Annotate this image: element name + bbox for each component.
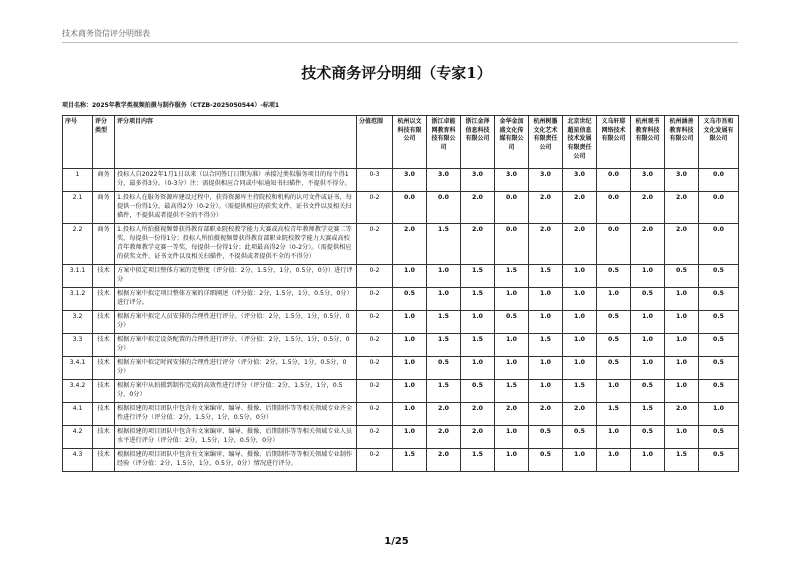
- cell-seq: 3.4.1: [63, 356, 93, 379]
- cell-score: 0.5: [699, 287, 739, 310]
- cell-score: 1.0: [665, 379, 699, 402]
- cell-type: 商务: [93, 191, 115, 223]
- cell-score: 2.0: [665, 223, 699, 264]
- cell-seq: 2.1: [63, 191, 93, 223]
- cell-score: 0.0: [699, 223, 739, 264]
- cell-score: 1.5: [665, 448, 699, 471]
- cell-score: 1.0: [665, 287, 699, 310]
- cell-score: 1.0: [665, 310, 699, 333]
- cell-score: 3.0: [563, 169, 597, 192]
- cell-score: 1.0: [495, 448, 529, 471]
- col-header-seq: 序号: [63, 116, 93, 169]
- col-header-type: 评分类型: [93, 116, 115, 169]
- col-header-company: 杭州涵善教育科技有限公司: [665, 116, 699, 169]
- cell-range: 0-2: [357, 191, 393, 223]
- cell-score: 0.5: [461, 379, 495, 402]
- cell-score: 2.0: [427, 402, 461, 425]
- col-header-content: 评分项目内容: [115, 116, 357, 169]
- cell-type: 技术: [93, 356, 115, 379]
- cell-type: 技术: [93, 448, 115, 471]
- cell-score: 1.0: [461, 310, 495, 333]
- cell-score: 2.0: [529, 191, 563, 223]
- cell-range: 0-3: [357, 169, 393, 192]
- cell-seq: 3.1.1: [63, 264, 93, 287]
- cell-type: 技术: [93, 287, 115, 310]
- cell-content: 根据方案中从拍摄到制作完成的高效性进行评分（评分值：2分，1.5分，1分，0.5分，0分）: [115, 379, 357, 402]
- cell-score: 1.5: [427, 310, 461, 333]
- cell-score: 1.0: [495, 356, 529, 379]
- cell-score: 0.5: [699, 379, 739, 402]
- cell-score: 1.0: [427, 287, 461, 310]
- cell-score: 0.5: [597, 333, 631, 356]
- cell-score: 1.0: [665, 425, 699, 448]
- cell-score: 1.0: [393, 379, 427, 402]
- cell-score: 0.5: [597, 356, 631, 379]
- cell-seq: 4.2: [63, 425, 93, 448]
- cell-content: 投标人自2022年1月1日以来（以合同签订日期为准）承接过类似服务项目的每个得1分，最多得3分。（0-3分）注：需提供相应合同或中标通知书扫描件，不提供不得分。: [115, 169, 357, 192]
- cell-range: 0-2: [357, 379, 393, 402]
- cell-score: 2.0: [427, 425, 461, 448]
- cell-score: 1.5: [427, 379, 461, 402]
- cell-score: 1.5: [563, 379, 597, 402]
- cell-content: 1.投标人在服务资源库建设过程中，获得资源库主持院校和机构的认可文件或证书，每提供一份得1分，最高得2分（0-2分）。（需提供相应的获奖文件、证书文件以及相关扫描件，不提供或者提供不全的不得分）: [115, 191, 357, 223]
- cell-score: 2.0: [461, 223, 495, 264]
- cell-score: 1.5: [427, 223, 461, 264]
- cell-score: 2.0: [563, 223, 597, 264]
- cell-score: 1.0: [631, 448, 665, 471]
- cell-score: 1.0: [393, 402, 427, 425]
- cell-content: 1.投标人所拍摄视频曾获得教育部职业院校教学能力大赛或高校青年教师教学竞赛二等奖，每提供一份得1分；投标人所拍摄视频曾获得教育部职业院校教学能力大赛或高校青年教师教学竞赛一等奖，每提供一份得1分；此项最高得2分（0-2分）。（需提供相应的获奖文件、证书文件以及相关扫描件，不提供或者提供不全的不得分）: [115, 223, 357, 264]
- cell-score: 1.0: [393, 310, 427, 333]
- cell-score: 0.5: [665, 264, 699, 287]
- cell-range: 0-2: [357, 448, 393, 471]
- cell-score: 1.0: [631, 333, 665, 356]
- cell-score: 1.0: [699, 402, 739, 425]
- score-table: [62, 115, 739, 472]
- cell-score: 0.5: [495, 310, 529, 333]
- cell-seq: 3.2: [63, 310, 93, 333]
- cell-score: 0.5: [529, 448, 563, 471]
- cell-score: 3.0: [529, 169, 563, 192]
- table-row: [63, 356, 739, 379]
- cell-score: 1.0: [597, 448, 631, 471]
- cell-content: 根据拟建的项目团队中包含有文案编审、编导、摄像、后期制作等等相关领域专业制作经验（评分值：2分，1.5分，1分，0.5分，0分）情况进行评分。: [115, 448, 357, 471]
- table-row: [63, 287, 739, 310]
- cell-score: 2.0: [393, 223, 427, 264]
- cell-score: 1.5: [461, 264, 495, 287]
- cell-score: 1.0: [393, 425, 427, 448]
- cell-score: 2.0: [461, 402, 495, 425]
- cell-content: 根据方案中拟定时间安排的合理性进行评分（评分值：2分，1.5分，1分，0.5分，0分）: [115, 356, 357, 379]
- cell-content: 根据拟建的项目团队中包含有文案编审、编导、摄像、后期制作等等相关领域专业人员水平进行评分（评分值：2分，1.5分，1分，0.5分，0分）: [115, 425, 357, 448]
- cell-score: 0.5: [427, 356, 461, 379]
- cell-score: 3.0: [631, 169, 665, 192]
- cell-type: 商务: [93, 169, 115, 192]
- cell-score: 0.5: [631, 379, 665, 402]
- cell-score: 1.0: [529, 287, 563, 310]
- cell-score: 0.5: [597, 264, 631, 287]
- cell-seq: 3.1.2: [63, 287, 93, 310]
- cell-score: 0.5: [699, 333, 739, 356]
- cell-type: 商务: [93, 223, 115, 264]
- table-row: [63, 402, 739, 425]
- cell-range: 0-2: [357, 287, 393, 310]
- cell-score: 0.5: [529, 425, 563, 448]
- cell-score: 1.0: [563, 333, 597, 356]
- cell-score: 1.0: [597, 379, 631, 402]
- page-title: 技术商务评分明细（专家1）: [301, 64, 492, 82]
- cell-range: 0-2: [357, 264, 393, 287]
- cell-score: 0.0: [597, 169, 631, 192]
- table-row: [63, 223, 739, 264]
- cell-seq: 3.4.2: [63, 379, 93, 402]
- cell-score: 1.0: [631, 264, 665, 287]
- table-row: [63, 310, 739, 333]
- cell-content: 根据拟建的项目团队中包含有文案编审、编导、摄像、后期制作等等相关领域专业齐全性进行评分（评分值：2分，1.5分，1分，0.5分，0分）: [115, 402, 357, 425]
- cell-seq: 2.2: [63, 223, 93, 264]
- cell-score: 1.0: [529, 356, 563, 379]
- cell-score: 0.0: [495, 191, 529, 223]
- table-body: [63, 169, 739, 472]
- cell-score: 1.0: [597, 425, 631, 448]
- page-indicator: 1/25: [384, 536, 409, 547]
- cell-score: 2.0: [427, 448, 461, 471]
- cell-type: 技术: [93, 310, 115, 333]
- cell-score: 1.5: [461, 333, 495, 356]
- cell-content: 根据方案中拟定人员安排的合理性进行评分。（评分值：2分，1.5分，1分，0.5分，0分）: [115, 310, 357, 333]
- cell-score: 1.0: [427, 264, 461, 287]
- cell-score: 1.5: [495, 264, 529, 287]
- cell-score: 1.0: [563, 356, 597, 379]
- cell-score: 1.0: [393, 333, 427, 356]
- cell-score: 1.5: [461, 448, 495, 471]
- col-header-company: 浙江卓能网教育科技有限公司: [427, 116, 461, 169]
- cell-score: 1.0: [393, 356, 427, 379]
- cell-score: 2.0: [495, 402, 529, 425]
- col-header-company: 杭州树墨文化艺术有限责任公司: [529, 116, 563, 169]
- cell-range: 0-2: [357, 310, 393, 333]
- cell-score: 1.0: [393, 264, 427, 287]
- col-header-company: 杭州观书教育科技有限公司: [631, 116, 665, 169]
- cell-score: 1.5: [427, 333, 461, 356]
- cell-score: 3.0: [665, 169, 699, 192]
- cell-score: 1.0: [495, 333, 529, 356]
- cell-score: 0.5: [631, 425, 665, 448]
- cell-score: 2.0: [563, 402, 597, 425]
- cell-score: 1.5: [631, 402, 665, 425]
- cell-score: 1.5: [597, 402, 631, 425]
- cell-score: 0.0: [699, 191, 739, 223]
- cell-score: 0.5: [393, 287, 427, 310]
- cell-score: 2.0: [665, 402, 699, 425]
- cell-score: 0.5: [699, 264, 739, 287]
- cell-score: 2.0: [665, 191, 699, 223]
- col-header-company: 杭州以文科技有限公司: [393, 116, 427, 169]
- cell-score: 1.0: [495, 287, 529, 310]
- cell-score: 1.5: [393, 448, 427, 471]
- cell-range: 0-2: [357, 402, 393, 425]
- cell-score: 0.0: [597, 191, 631, 223]
- cell-score: 3.0: [495, 169, 529, 192]
- cell-score: 0.5: [699, 310, 739, 333]
- table-row: [63, 191, 739, 223]
- cell-score: 1.5: [495, 379, 529, 402]
- col-header-company: 义乌轩耶网络技术有限公司: [597, 116, 631, 169]
- table-row: [63, 379, 739, 402]
- cell-score: 1.0: [563, 287, 597, 310]
- cell-score: 3.0: [427, 169, 461, 192]
- cell-score: 2.0: [461, 425, 495, 448]
- cell-score: 3.0: [461, 169, 495, 192]
- cell-score: 0.0: [495, 223, 529, 264]
- cell-range: 0-2: [357, 356, 393, 379]
- cell-score: 3.0: [393, 169, 427, 192]
- table-header-row: [63, 116, 739, 169]
- cell-score: 1.0: [495, 425, 529, 448]
- cell-score: 0.5: [563, 425, 597, 448]
- cell-score: 1.0: [597, 287, 631, 310]
- document-header: 技术商务资信评分明细表: [62, 29, 150, 38]
- table-row: [63, 448, 739, 471]
- cell-score: 1.0: [563, 448, 597, 471]
- cell-type: 技术: [93, 379, 115, 402]
- cell-seq: 3.3: [63, 333, 93, 356]
- col-header-company: 义乌市吾和文化发展有限公司: [699, 116, 739, 169]
- cell-range: 0-2: [357, 223, 393, 264]
- cell-type: 技术: [93, 402, 115, 425]
- cell-score: 1.0: [529, 379, 563, 402]
- project-name: 项目名称：2025年教学类视频拍摄与制作服务（CTZB-2025050544）-标项1: [62, 102, 280, 109]
- cell-seq: 1: [63, 169, 93, 192]
- cell-score: 1.0: [631, 356, 665, 379]
- cell-score: 2.0: [631, 223, 665, 264]
- cell-score: 0.5: [597, 310, 631, 333]
- col-header-company: 浙江金泽信息科技有限公司: [461, 116, 495, 169]
- cell-seq: 4.1: [63, 402, 93, 425]
- cell-content: 根据方案中拟定项目整体方案的详细阐述（评分值：2分，1.5分，1分，0.5分，0分）进行评分。: [115, 287, 357, 310]
- cell-score: 1.5: [529, 333, 563, 356]
- cell-range: 0-2: [357, 333, 393, 356]
- cell-score: 2.0: [461, 191, 495, 223]
- cell-type: 技术: [93, 264, 115, 287]
- cell-score: 1.0: [563, 310, 597, 333]
- cell-score: 1.5: [529, 264, 563, 287]
- cell-score: 2.0: [529, 402, 563, 425]
- table-row: [63, 264, 739, 287]
- table-row: [63, 169, 739, 192]
- cell-type: 技术: [93, 425, 115, 448]
- cell-content: 根据方案中拟定设备配置的合理性进行评分。（评分值：2分，1.5分，1分，0.5分，0分）: [115, 333, 357, 356]
- cell-score: 0.0: [699, 169, 739, 192]
- col-header-range: 分值范围: [357, 116, 393, 169]
- header-divider: [62, 42, 738, 43]
- cell-score: 0.5: [631, 287, 665, 310]
- cell-score: 1.0: [529, 310, 563, 333]
- cell-score: 1.0: [631, 310, 665, 333]
- cell-score: 2.0: [563, 191, 597, 223]
- cell-score: 2.0: [631, 191, 665, 223]
- cell-score: 2.0: [529, 223, 563, 264]
- cell-score: 0.0: [427, 191, 461, 223]
- cell-seq: 4.3: [63, 448, 93, 471]
- cell-content: 方案中拟定项目整体方案的完整度（评分值：2分，1.5分，1分，0.5分，0分）进行评分: [115, 264, 357, 287]
- col-header-company: 金华金加盛文化传媒有限公司: [495, 116, 529, 169]
- cell-score: 1.5: [461, 287, 495, 310]
- cell-score: 0.0: [597, 223, 631, 264]
- cell-score: 0.0: [393, 191, 427, 223]
- cell-score: 0.5: [699, 448, 739, 471]
- cell-score: 1.0: [461, 356, 495, 379]
- cell-score: 1.0: [665, 333, 699, 356]
- table-row: [63, 333, 739, 356]
- cell-score: 1.0: [563, 264, 597, 287]
- cell-score: 0.5: [699, 425, 739, 448]
- cell-score: 0.5: [699, 356, 739, 379]
- cell-range: 0-2: [357, 425, 393, 448]
- table-row: [63, 425, 739, 448]
- col-header-company: 北京世纪超星信息技术发展有限责任公司: [563, 116, 597, 169]
- cell-type: 技术: [93, 333, 115, 356]
- cell-score: 1.0: [665, 356, 699, 379]
